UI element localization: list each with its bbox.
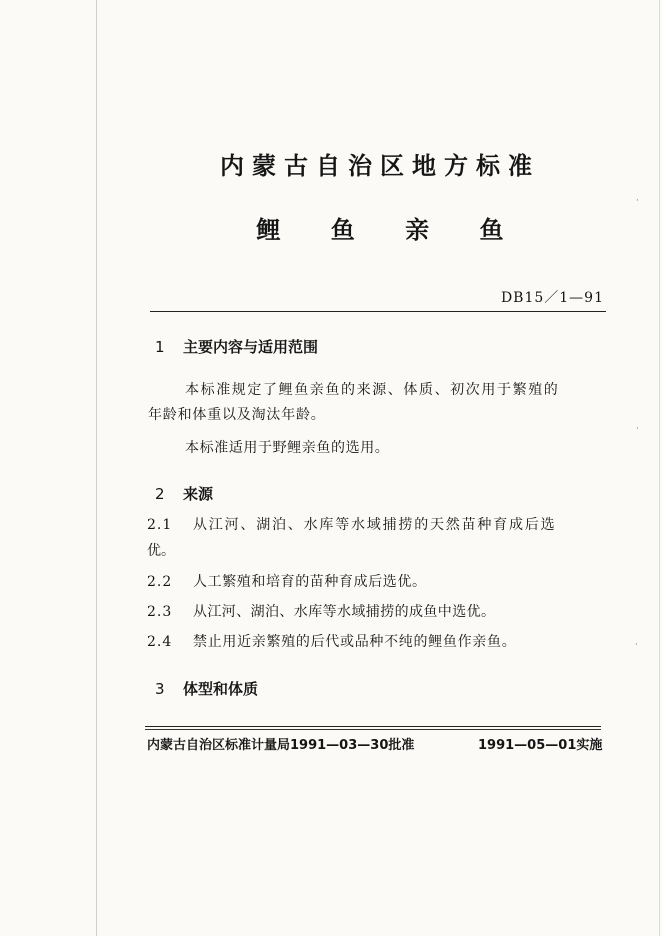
clause-2-1-number: 2.1 <box>147 517 173 533</box>
section-2-number: 2 <box>155 485 165 503</box>
clause-2-2 <box>147 568 427 597</box>
clause-2-3-text: 从江河、湖泊、水库等水域捕捞的成鱼中选优。 <box>193 604 496 620</box>
clause-2-1-text: 从江河、湖泊、水库等水域捕捞的天然苗种育成后选 <box>193 517 557 533</box>
clause-2-1 <box>147 511 556 540</box>
section-1-paragraph-1-line-1: 本标准规定了鲤鱼亲鱼的来源、体质、初次用于繁殖的 <box>185 382 560 398</box>
clause-2-4-number: 2.4 <box>147 634 173 650</box>
section-3-title: 体型和体质 <box>183 680 259 698</box>
document-code: DB15／1—91 <box>500 290 604 306</box>
section-3-number: 3 <box>155 680 165 698</box>
section-3-heading <box>155 678 258 699</box>
scan-speck: · <box>636 196 639 206</box>
page-edge-right <box>659 0 660 936</box>
standard-authority-title: 内蒙古自治区地方标准 <box>220 152 540 180</box>
scan-speck: · <box>636 424 639 434</box>
section-1-paragraph-1-line-2: 年龄和体重以及淘汰年龄。 <box>148 407 326 423</box>
section-1-number: 1 <box>155 338 165 356</box>
document-title: 鲤 鱼 亲 鱼 <box>256 216 504 244</box>
clause-2-2-text: 人工繁殖和培育的苗种育成后选优。 <box>193 574 427 590</box>
section-2-title: 来源 <box>183 485 214 503</box>
section-1-heading <box>155 336 318 357</box>
section-1-paragraph-2: 本标准适用于野鲤亲鱼的选用。 <box>185 440 390 456</box>
header-rule <box>150 311 606 312</box>
clause-2-3 <box>147 598 495 627</box>
footer-rule-thick <box>145 726 601 727</box>
implementation-date: 1991—05—01实施 <box>478 738 603 753</box>
clause-2-4 <box>147 628 516 657</box>
footer-rule-thin <box>145 729 601 730</box>
section-2-heading <box>155 483 213 504</box>
clause-2-2-number: 2.2 <box>147 574 173 590</box>
section-1-title: 主要内容与适用范围 <box>183 338 319 356</box>
clause-2-1-continuation: 优。 <box>147 543 175 559</box>
approval-statement: 内蒙古自治区标准计量局1991—03—30批准 <box>147 738 415 753</box>
clause-2-3-number: 2.3 <box>147 604 173 620</box>
scan-speck: · <box>635 640 638 650</box>
page-edge-left <box>96 0 97 936</box>
clause-2-4-text: 禁止用近亲繁殖的后代或品种不纯的鲤鱼作亲鱼。 <box>193 634 517 650</box>
